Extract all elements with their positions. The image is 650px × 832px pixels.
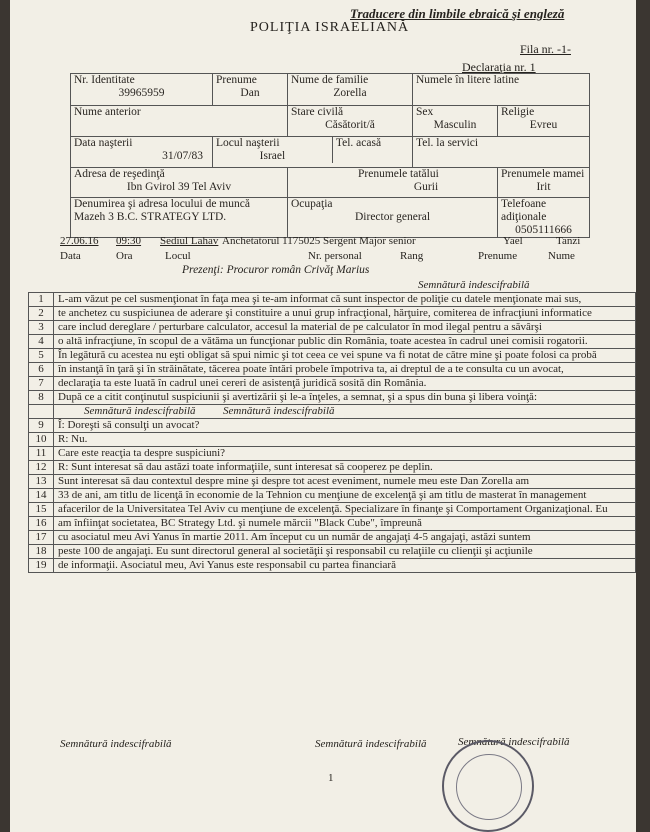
page-file-number: Fila nr. -1- bbox=[520, 42, 571, 56]
officer-last-name: Tanzi bbox=[556, 235, 581, 247]
footer-signature-3: Semnătură indescifrabilă bbox=[458, 736, 570, 748]
label-data: Data bbox=[60, 250, 81, 262]
statement-line: 13 Sunt interesat să dau contextul despre mine şi despre tot acest eveniment, numele meu este Dan Zorella am bbox=[28, 475, 636, 489]
label-locul: Locul bbox=[165, 250, 191, 262]
occupation-cell: Ocupaţia Director general bbox=[288, 198, 498, 238]
statement-line: 17 cu asociatul meu Avi Yanus în martie 2011. Am început cu un număr de angajaţi 4-5 angajaţi, astăzi suntem bbox=[28, 531, 636, 545]
footer-signature-1: Semnătură indescifrabilă bbox=[60, 738, 172, 750]
statement-line: 1 L-am văzut pe cel susmenţionat în faţa mea şi te-am informat că sunt inspector de poliţie cu datele menţionate mai sus, bbox=[28, 292, 636, 307]
statement-line: 16 am înfiinţat societatea, BC Strategy Ltd. şi numele mărcii "Black Cube", împreună bbox=[28, 517, 636, 531]
present-persons: Prezenţi: Procuror român Crivăţ Marius bbox=[182, 264, 370, 276]
sex-cell: Sex Masculin bbox=[413, 106, 498, 137]
previous-name-cell: Nume anterior bbox=[71, 106, 288, 137]
additional-phones-cell: Telefoane adiţionale 0505111666 bbox=[498, 198, 590, 238]
father-name-cell: Prenumele tatălui Gurii bbox=[288, 168, 498, 198]
statement-line: 9 Î: Doreşti să consulţi un avocat? bbox=[28, 419, 636, 433]
declaration-number: Declaraţia nr. 1 bbox=[462, 60, 536, 74]
interview-place: Sediul Lahav bbox=[160, 235, 219, 247]
statement-line: 6 în instanţă în ţară şi în străinătate, tăcerea poate întări probele împotriva ta, ai dreptul de a te consulta cu un avocat, bbox=[28, 363, 636, 377]
birth-place-cell: Locul naşterii Israel bbox=[213, 137, 332, 163]
footer-signature-2: Semnătură indescifrabilă bbox=[315, 738, 427, 750]
employer-cell: Denumirea şi adresa locului de muncă Mazeh 3 B.C. STRATEGY LTD. bbox=[71, 198, 288, 238]
statement-line: 3 care includ dereglare / perturbare calculator, accesul la material de pe calculator în mod ilegal pentru a săvârşi bbox=[28, 321, 636, 335]
statement-line: 15 afacerilor de la Universitatea Tel Aviv cu menţiune de excelenţă. Specializare în finanţe şi Comportament Organizaţional. Eu bbox=[28, 503, 636, 517]
birth-phone-group bbox=[213, 137, 413, 168]
birth-date-cell: Data naşterii 31/07/83 bbox=[71, 137, 213, 168]
statement-line: 4 o altă infracţiune, în scopul de a vătăma un funcţionar public din România, toate acestea în cadrul unei comisii rogatorii. bbox=[28, 335, 636, 349]
document-page bbox=[10, 0, 636, 832]
official-stamp bbox=[442, 740, 534, 832]
address-cell: Adresa de reşedinţă Ibn Gvirol 39 Tel Aviv bbox=[71, 168, 288, 198]
latin-name-cell: Numele în litere latine bbox=[413, 74, 590, 106]
first-name-cell: Prenume Dan bbox=[213, 74, 288, 106]
work-phone-cell: Tel. la servici bbox=[413, 137, 590, 168]
page-number: 1 bbox=[328, 772, 334, 784]
statement-line: 5 În legătură cu acestea nu eşti obligat să spui nimic şi tot ceea ce vei spune va fi notat de către mine şi poate folosi ca probă bbox=[28, 349, 636, 363]
officer-rank: Anchetatorul 1175025 Sergent Major senior bbox=[222, 235, 416, 247]
label-rang: Rang bbox=[400, 250, 424, 262]
statement-lines bbox=[28, 292, 636, 573]
agency-title: POLIŢIA ISRAELIANĂ bbox=[250, 20, 410, 35]
label-ora: Ora bbox=[116, 250, 133, 262]
interview-date: 27.06.16 bbox=[60, 235, 99, 247]
statement-line: 8 După ce a citit conţinutul suspiciunii şi avertizării şi le-a înţeles, a semnat, şi a spus din buna şi libera voinţă: bbox=[28, 391, 636, 405]
statement-signature-line: Semnătură indescifrabilă Semnătură indescifrabilă bbox=[28, 405, 636, 419]
religion-cell: Religie Evreu bbox=[498, 106, 590, 137]
statement-line: 19 de informaţii. Asociatul meu, Avi Yanus este responsabil cu partea financiară bbox=[28, 559, 636, 573]
statement-line: 18 peste 100 de angajaţi. Eu sunt directorul general al societăţii şi responsabil cu relaţiile cu clienţii şi acţiunile bbox=[28, 545, 636, 559]
statement-line: 10 R: Nu. bbox=[28, 433, 636, 447]
statement-line: 14 33 de ani, am titlu de licenţă în economie de la Tehnion cu menţiune de excelenţă şi am titlu de masterat în management bbox=[28, 489, 636, 503]
interview-time: 09:30 bbox=[116, 235, 142, 247]
label-nr-personal: Nr. personal bbox=[308, 250, 362, 262]
id-cell: Nr. Identitate 39965959 bbox=[71, 74, 213, 106]
label-prenume: Prenume bbox=[478, 250, 518, 262]
statement-line: 2 te anchetez cu suspiciunea de aderare şi constituire a unui grup infracţional, hărţuire, comiterea de infracţiuni informatice bbox=[28, 307, 636, 321]
statement-line: 7 declaraţia ta este luată în cadrul unei cereri de asistenţă juridică sosită din România. bbox=[28, 377, 636, 391]
label-nume: Nume bbox=[548, 250, 575, 262]
home-phone-cell: Tel. acasă bbox=[335, 137, 382, 149]
mother-name-cell: Prenumele mamei Irit bbox=[498, 168, 590, 198]
signature-note: Semnătură indescifrabilă bbox=[418, 279, 530, 291]
identity-table bbox=[70, 73, 590, 238]
officer-first-name: Yael bbox=[503, 235, 523, 247]
civil-status-cell: Stare civilă Căsătorit/ă bbox=[288, 106, 413, 137]
statement-line: 12 R: Sunt interesat să dau astăzi toate informaţiile, sunt interesat să cooperez pe deplin. bbox=[28, 461, 636, 475]
statement-line: 11 Care este reacţia ta despre suspiciuni? bbox=[28, 447, 636, 461]
last-name-cell: Nume de familie Zorella bbox=[288, 74, 413, 106]
translation-note: Traducere din limbile ebraică şi engleză bbox=[350, 6, 565, 21]
